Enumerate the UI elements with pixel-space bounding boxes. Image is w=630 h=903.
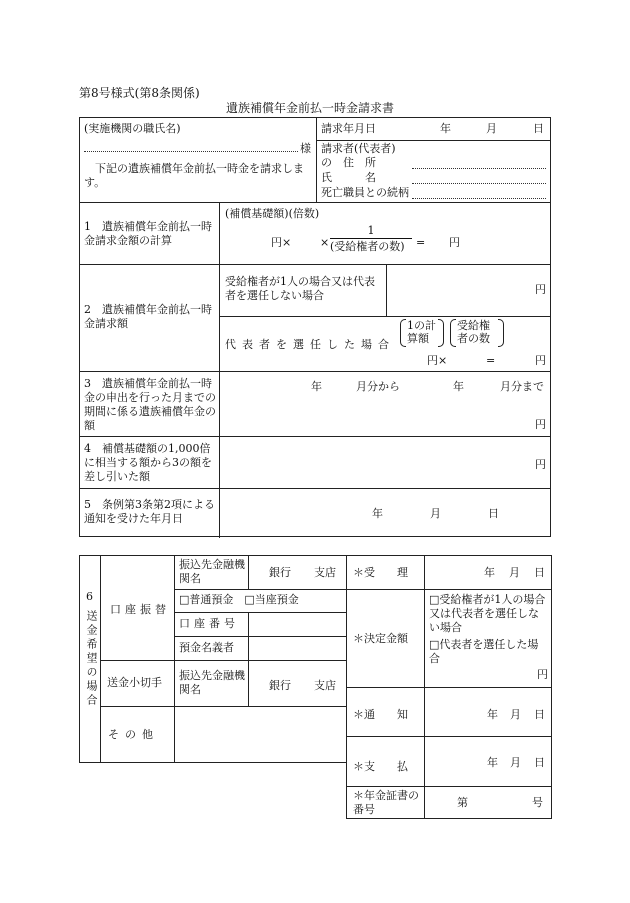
notice-year: 年	[487, 708, 498, 721]
sama-label: 様	[300, 142, 311, 155]
cert-dai: 第	[457, 796, 468, 809]
notice-month: 月	[510, 708, 521, 721]
decided-option-2[interactable]: □代表者を選任した場合	[429, 638, 539, 665]
name-field[interactable]	[412, 183, 546, 184]
decided-yen: 円	[537, 668, 548, 681]
row2-case1-yen: 円	[535, 283, 546, 296]
row3-label: 3 遺族補償年金前払一時金の申出を行った月までの期間に係る遺族補償年金の額	[84, 377, 216, 432]
notice-label: ＊通 知	[353, 708, 408, 721]
row2-yen-times: 円×	[427, 354, 448, 367]
relation-field[interactable]	[412, 198, 546, 199]
claimant-label: 請求者(代表者)	[321, 142, 396, 155]
received-month: 月	[509, 566, 520, 579]
bank-label-1: 銀行	[269, 566, 291, 579]
account-holder-label: 預金名義者	[179, 641, 234, 654]
cert-label: ＊年金証書の番号	[353, 789, 419, 816]
recipient-field[interactable]	[84, 151, 298, 152]
form-title: 遺族補償年金前払一時金請求書	[226, 101, 395, 115]
relation-label: 死亡職員との続柄	[321, 186, 409, 199]
name-label: 氏 名	[321, 171, 376, 184]
received-year: 年	[484, 566, 495, 579]
date-label: 請求年月日	[321, 122, 376, 135]
row1-yen-times: 円×	[271, 236, 292, 249]
address-label: の 住 所	[321, 156, 376, 169]
row1-frac-den: (受給権者の数)	[330, 240, 405, 253]
row2-case2: 代表者を選任した場合	[225, 338, 395, 351]
office-use-block	[346, 555, 552, 819]
row3-year2: 年	[453, 380, 464, 393]
bank-inst-label-1: 振込先金融機関名	[179, 558, 245, 585]
row1-times: ×	[320, 236, 330, 249]
row5-label: 5 条例第3条第2項による通知を受けた年月日	[84, 498, 215, 525]
row3-until: 月分まで	[500, 380, 544, 393]
bracket2-line1: 受給権	[457, 319, 490, 332]
row4-yen: 円	[535, 458, 546, 471]
bracket1-line2: 算額	[407, 332, 429, 345]
received-day: 日	[534, 566, 545, 579]
branch-label-2: 支店	[314, 679, 336, 692]
upper-form	[79, 117, 551, 537]
notice-day: 日	[534, 708, 545, 721]
payment-month: 月	[510, 756, 521, 769]
row5-month: 月	[430, 507, 441, 520]
row5-day: 日	[488, 507, 499, 520]
row1-yen: 円	[449, 236, 460, 249]
row3-from: 月分から	[356, 380, 400, 393]
address-field[interactable]	[412, 168, 546, 169]
row3-year1: 年	[311, 380, 322, 393]
row3-yen: 円	[535, 418, 546, 431]
payment-day: 日	[534, 756, 545, 769]
payment-label: ＊支 払	[353, 760, 408, 773]
row2-yen: 円	[535, 354, 546, 367]
row5-year: 年	[372, 507, 383, 520]
section6-label: 送金希望の場合	[85, 610, 98, 708]
other-label: その他	[108, 728, 159, 741]
row1-label: 1 遺族補償年金前払一時金請求金額の計算	[84, 220, 212, 247]
bank-label-2: 銀行	[269, 679, 291, 692]
cert-go: 号	[532, 796, 543, 809]
form-number: 第8号様式(第8条関係)	[79, 86, 200, 100]
bracket2-line2: 者の数	[457, 332, 490, 345]
date-year: 年	[440, 122, 451, 135]
decided-option-1[interactable]: □受給権者が1人の場合又は代表者を選任しない場合	[429, 593, 546, 634]
bracket1-line1: 1の計	[407, 319, 436, 332]
row1-calc-header: (補償基礎額)(倍数)	[225, 207, 320, 220]
recipient-label: (実施機関の職氏名)	[84, 122, 181, 135]
bank-inst-label-2: 振込先金融機関名	[179, 669, 245, 696]
transfer-label: 口座振替	[110, 603, 170, 616]
row2-case1: 受給権者が1人の場合又は代表者を選任しない場合	[225, 275, 375, 302]
date-month: 月	[486, 122, 497, 135]
row1-equals: =	[416, 236, 426, 249]
branch-label-1: 支店	[314, 566, 336, 579]
payment-year: 年	[487, 756, 498, 769]
row4-label: 4 補償基礎額の1,000倍に相当する額から3の額を差し引いた額	[84, 442, 212, 483]
account-number-label: 口座番号	[179, 617, 239, 630]
account-types[interactable]: □普通預金 □当座預金	[179, 593, 299, 606]
decided-label: ＊決定金額	[353, 632, 408, 645]
request-text: 下記の遺族補償年金前払一時金を請求します。	[84, 162, 304, 189]
row1-frac-num: 1	[330, 224, 412, 239]
received-label: ＊受 理	[353, 566, 408, 579]
section6-number: 6	[86, 590, 93, 603]
row2-label: 2 遺族補償年金前払一時金請求額	[84, 303, 212, 330]
row2-equals: =	[486, 354, 496, 367]
check-label: 送金小切手	[107, 676, 162, 689]
remittance-block	[79, 555, 347, 763]
date-day: 日	[533, 122, 544, 135]
